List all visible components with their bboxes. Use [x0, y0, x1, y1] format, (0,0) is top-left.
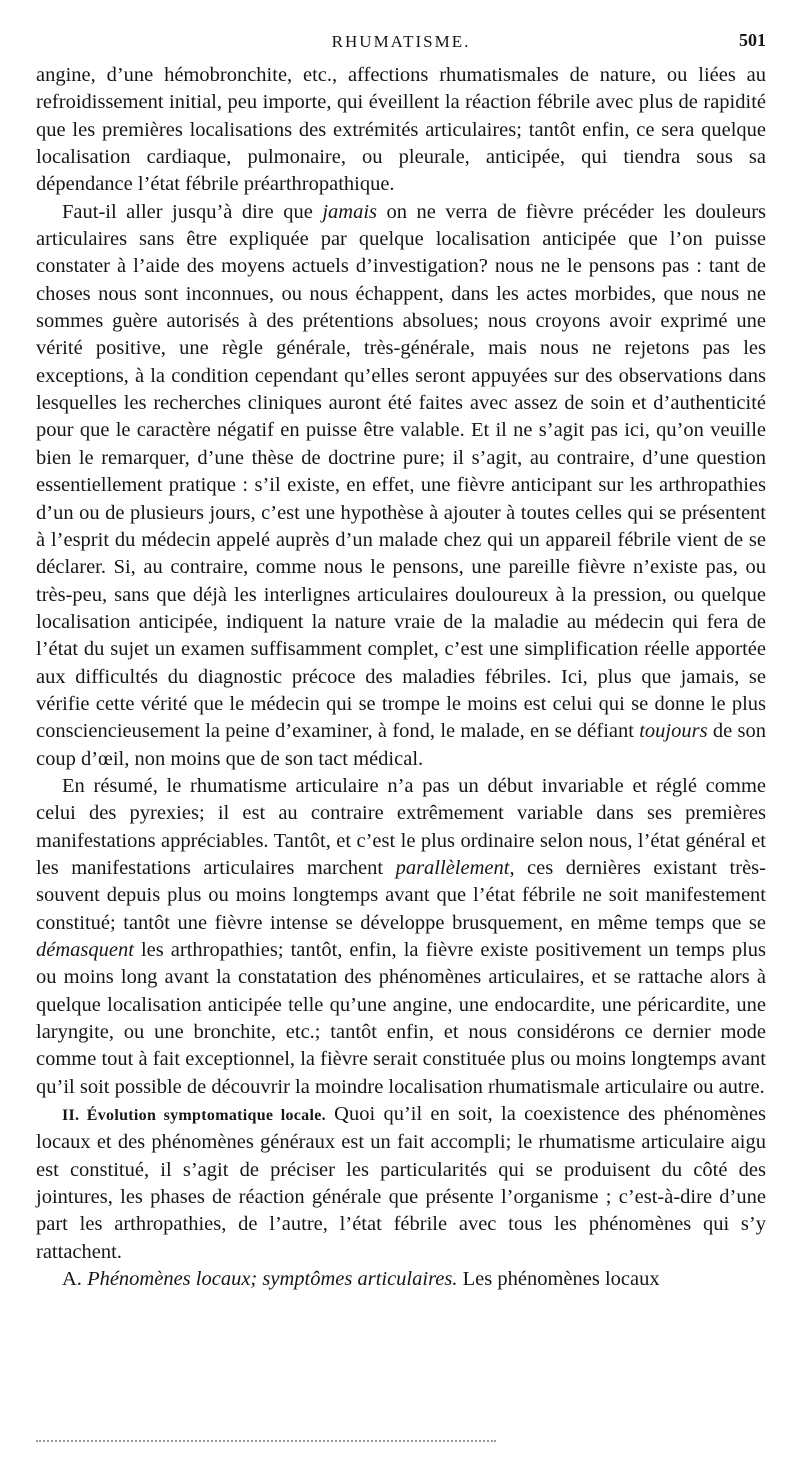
paragraph-4 [36, 1101, 766, 1266]
paragraph-3-text-a: En résumé, le rhumatisme articulaire n’a pas un début invariable et réglé comme celui des pyrexies; il est au contraire extrêmement variable dans ses premières manifestations appréciables. Tantôt, et c’est le plus ordinaire selon nous, l’état général et les manifestations articulaires marchent [36, 774, 766, 879]
paragraph-5 [36, 1266, 766, 1293]
emphasis-demasquent: démasquent [36, 939, 134, 961]
paragraph-2 [36, 199, 766, 773]
emphasis-parallelement: parallèlement [395, 856, 510, 879]
paragraph-2-text-c: de son coup d’œil, non moins que de son tact médical. [36, 720, 767, 770]
paragraph-4-text: Quoi qu’il en soit, la coexistence des phénomènes locaux et des phénomènes généraux est un fait accompli; le rhumatisme articulaire aigu est constitué, il s’agit de préciser les particularités qui se produisent du côté des jointures, les phases de réaction générale que présente l’organisme ; c’est-à-dire d’une part les arthropathies, de l’autre, l’état fébrile avec tous les phénomènes qui s’y rattachent. [36, 1103, 767, 1263]
subsection-label-a: A. [62, 1268, 88, 1291]
page-number: 501 [739, 30, 766, 50]
paragraph-5-text: Les phénomènes locaux [457, 1268, 660, 1291]
footer-dotted-rule [36, 1440, 496, 1442]
paragraph-2-text-b: on ne verra de fièvre précéder les douleurs articulaires sans être expliquée par quelque localisation anticipée que l’on puisse constater à l’aide des moyens actuels d’investigation? nous ne le pensons pas : tant de choses nous sont inconnues, ou nous échappent, dans les actes morbides, que nous ne sommes guère autorisés à des prétentions absolues; nous croyons avoir exprimé une vérité positive, une règle générale, très-générale, mais nous ne rejetons pas les exceptions, à la condition cependant qu’elles seront appuyées sur des observations dans lesquelles les recherches cliniques auront été faites avec assez de soin et d’authenticité pour que le caractère négatif en puisse être valable. Et il ne s’agit pas ici, qu’on veuille bien le remarquer, d’une thèse de doctrine pure; il s’agit, au contraire, d’une question essentiellement pratique : s’il existe, en effet, une fièvre anticipant sur les arthropathies d’un ou de plusieurs jours, c’est une hypothèse à ajouter à toutes celles qui se présentent à l’esprit du médecin appelé auprès d’un malade chez qui un appareil fébrile vient de se déclarer. Si, au contraire, comme nous le pensons, une pareille fièvre n’existe pas, ou très-peu, sans que déjà les interlignes articulaires douloureux à la pression, ou quelque localisation anticipée, indiquent la nature vraie de la maladie au médecin qui fera de l’état du sujet un examen suffisamment complet, c’est une simplification réelle apportée aux difficultés du diagnostic précoce des maladies fébriles. Ici, plus que jamais, se vérifie cette vérité que le médecin qui se trompe le moins est celui qui se donne le plus consciencieusement la peine d’examiner, à fond, le malade, en se défiant [36, 200, 766, 743]
subsection-title-a: Phénomènes locaux; symptômes articulaires. [87, 1268, 458, 1291]
paragraph-1-text: angine, d’une hémobronchite, etc., affections rhumatismales de nature, ou liées au refroidissement initial, peu importe, qui éveillent la réaction fébrile avec plus de rapidité que les premières localisations des extrémités articulaires; tantôt enfin, ce sera quelque localisation cardiaque, pulmonaire, ou pleurale, anticipée, qui tiendra sous sa dépendance l’état fébrile préarthropathique. [36, 64, 766, 196]
paragraph-3-text-c: les arthropathies; tantôt, enfin, la fièvre existe positivement un temps plus ou moins long avant la constatation des phénomènes articulaires, et se rattache alors à quelque localisation anticipée telle qu’une angine, une endocardite, une péricardite, une laryngite, ou une bronchite, etc.; tantôt enfin, et nous considérons ce dernier mode comme tout à fait exceptionnel, la fièvre serait constituée plus ou moins longtemps avant qu’il soit possible de découvrir la moindre localisation rhumatismale articulaire ou autre. [36, 939, 766, 1098]
emphasis-toujours: toujours [639, 720, 708, 743]
running-title: RHUMATISME. [331, 32, 471, 51]
running-header [36, 30, 766, 54]
emphasis-jamais: jamais [322, 200, 378, 223]
body-text [36, 62, 766, 1293]
paragraph-3-text-b: , ces dernières existant très-souvent depuis plus ou moins longtemps avant que l’état fébrile ne soit manifestement constitué; tantôt une fièvre intense se développe brusquement, en même temps que se [36, 856, 766, 934]
section-heading-ii: II. Évolution symptomatique locale. [62, 1107, 326, 1125]
paragraph-3 [36, 773, 766, 1101]
paragraph-2-text-a: Faut-il aller jusqu’à dire que [62, 200, 323, 223]
paragraph-1 [36, 62, 766, 199]
